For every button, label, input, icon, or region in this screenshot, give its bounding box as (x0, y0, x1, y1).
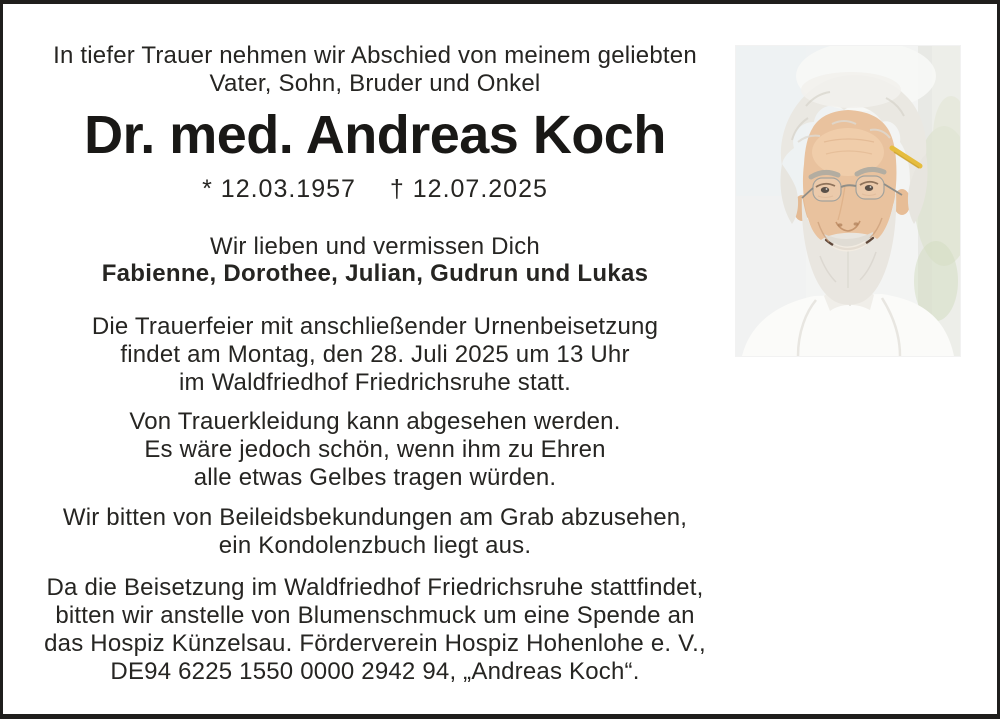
obituary-text-column (25, 4, 725, 714)
donation-iban-line: DE94 6225 1550 0000 2942 94, „Andreas Koch“. (110, 658, 640, 685)
paragraph-line: das Hospiz Künzelsau. Förderverein Hospiz Hohenlohe e. V., (44, 630, 706, 657)
intro-text (25, 42, 725, 98)
death-date: † 12.07.2025 (389, 175, 548, 203)
intro-line-1: In tiefer Trauer nehmen wir Abschied von meinem geliebten (53, 42, 697, 69)
paragraph-line: Es wäre jedoch schön, wenn ihm zu Ehren (144, 436, 606, 463)
paragraph-line: findet am Montag, den 28. Juli 2025 um 13 Uhr (120, 341, 630, 368)
paragraph-line: bitten wir anstelle von Blumenschmuck um eine Spende an (55, 602, 695, 629)
paragraph-condolence-book (25, 504, 725, 560)
paragraph-line: Die Trauerfeier mit anschließender Urnenbeisetzung (91, 313, 659, 340)
paragraph-line: Von Trauerkleidung kann abgesehen werden. (129, 408, 621, 435)
portrait-photo (736, 46, 960, 356)
paragraph-line: Da die Beisetzung im Waldfriedhof Friedrichsruhe stattfindet, (46, 574, 704, 601)
paragraph-line: alle etwas Gelbes tragen würden. (193, 464, 557, 491)
family-names-line: Fabienne, Dorothee, Julian, Gudrun und Lukas (101, 260, 649, 287)
paragraph-donation-request (25, 574, 725, 686)
life-dates (25, 174, 725, 204)
paragraph-line: ein Kondolenzbuch liegt aus. (218, 532, 532, 559)
intro-line-2: Vater, Sohn, Bruder und Onkel (209, 70, 541, 97)
love-line: Wir lieben und vermissen Dich (210, 233, 540, 260)
portrait-illustration (736, 46, 960, 356)
birth-date: * 12.03.1957 (202, 175, 356, 203)
farewell-lines (25, 233, 725, 287)
paragraph-line: im Waldfriedhof Friedrichsruhe statt. (179, 369, 571, 396)
paragraph-line: Wir bitten von Beileidsbekundungen am Grab abzusehen, (62, 504, 688, 531)
paragraph-dress-code (25, 408, 725, 492)
paragraph-funeral-details (25, 313, 725, 397)
deceased-name: Dr. med. Andreas Koch (84, 105, 666, 165)
